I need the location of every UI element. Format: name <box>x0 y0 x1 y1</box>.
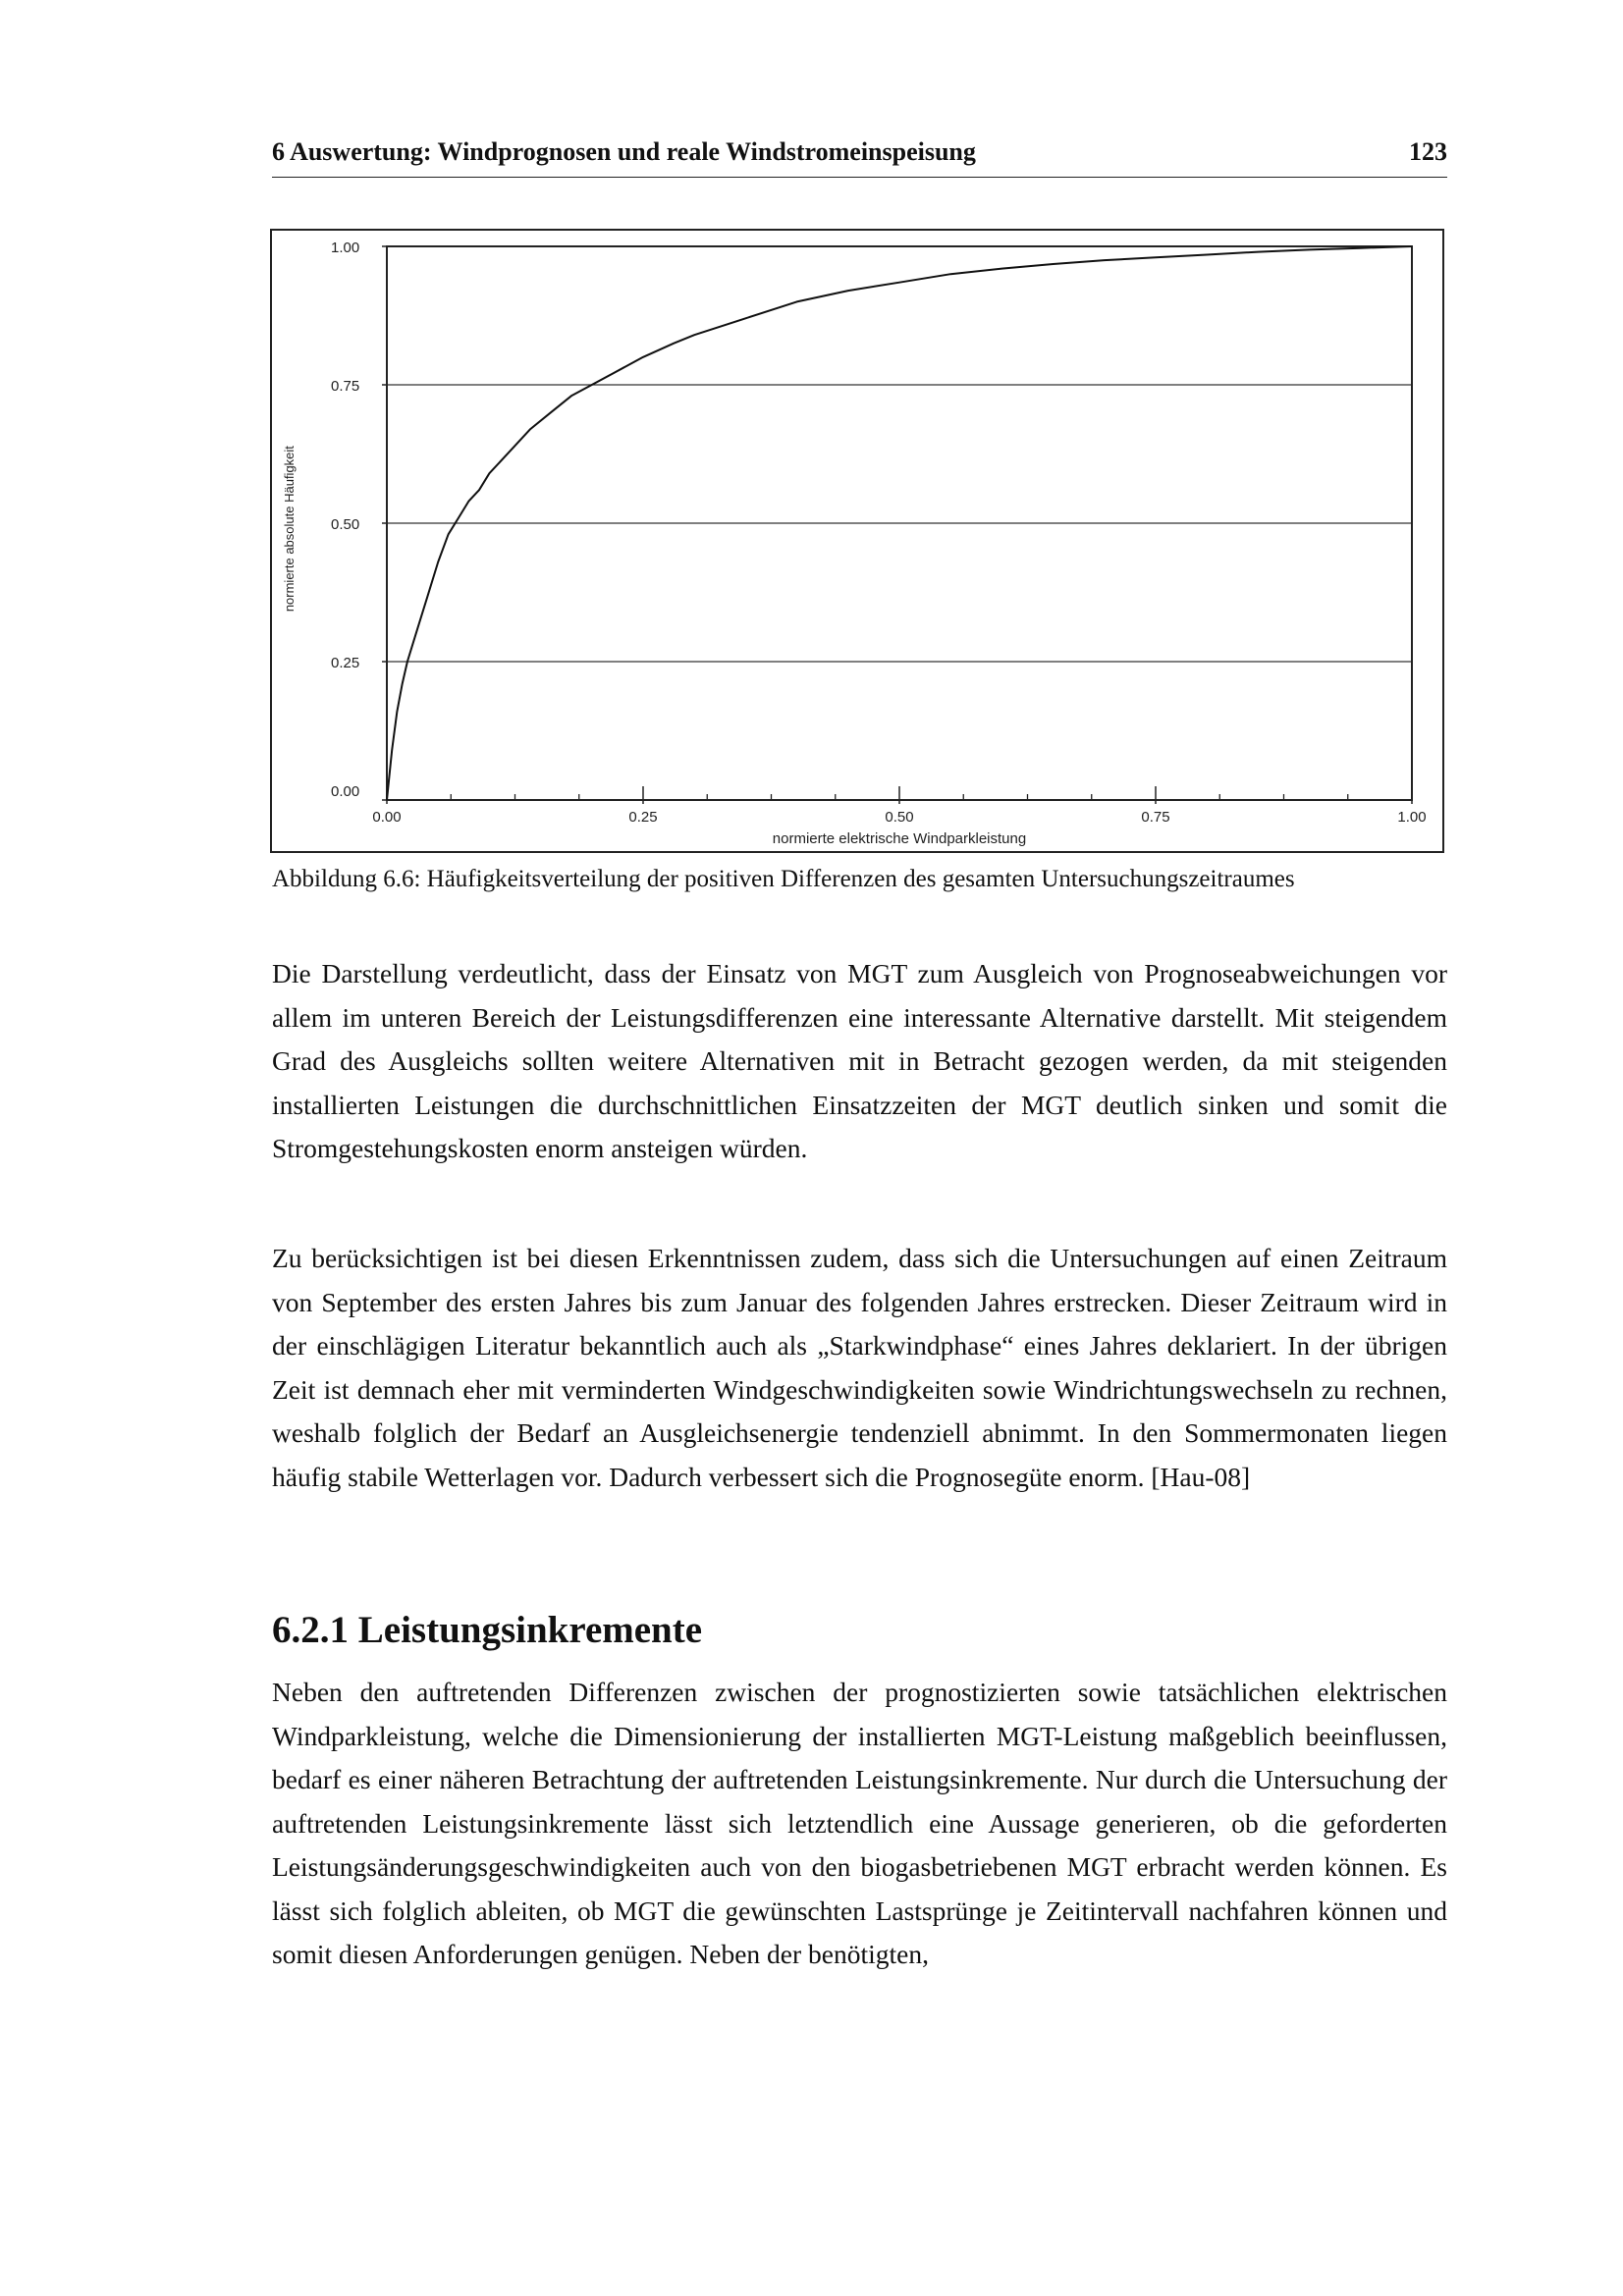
y-tick-label-2: 0.50 <box>331 516 360 533</box>
y-tick-label-3: 0.75 <box>331 378 360 395</box>
running-header <box>272 137 1447 178</box>
figure-caption: Abbildung 6.6: Häufigkeitsverteilung der positiven Differenzen des gesamten Untersuchungszeitraumes <box>272 866 1295 892</box>
section-paragraph: Neben den auftretenden Differenzen zwischen der prognostizierten sowie tatsächlichen elektrischen Windparkleistung, welche die Dimensionierung der installierten MGT-Leistung maßgeblich beeinflussen, bedarf es einer näheren Betrachtung der auftretenden Leistungsinkremente. Nur durch die Untersuchung der auftretenden Leistungsinkremente lässt sich letztendlich eine Aussage generieren, ob die geforderten Leistungsänderungsgeschwindigkeiten auch von den biogasbetriebenen MGT erbracht werden können. Es lässt sich folglich ableiten, ob MGT die gewünschten Lastsprünge je Zeitintervall nachfahren können und somit diesen Anforderungen genügen. Neben der benötigten, <box>272 1677 1447 1969</box>
x-tick-label-1: 0.25 <box>628 809 658 826</box>
x-tick-label-2: 0.50 <box>885 809 914 826</box>
body-paragraph-1: Die Darstellung verdeutlicht, dass der Einsatz von MGT zum Ausgleich von Prognoseabweichungen vor allem im unteren Bereich der Leistungsdifferenzen eine interessante Alternative darstellt. Mit steigendem Grad des Ausgleichs sollten weitere Alternativen mit in Betracht gezogen werden, da mit steigenden installierten Leistungen die durchschnittlichen Einsatzzeiten der MGT deutlich sinken und somit die Stromgestehungskosten enorm ansteigen würden. <box>272 958 1447 1163</box>
page-number: 123 <box>1409 137 1447 166</box>
y-axis-label: normierte absolute Häufigkeit <box>282 446 297 613</box>
y-tick-label-4: 1.00 <box>331 240 360 256</box>
x-axis-label: normierte elektrische Windparkleistung <box>772 830 1027 847</box>
section-heading: 6.2.1 Leistungsinkremente <box>272 1609 703 1651</box>
frequency-distribution-chart <box>272 231 1442 851</box>
running-header-title: 6 Auswertung: Windprognosen und reale Windstromeinspeisung <box>272 137 976 166</box>
y-tick-label-1: 0.25 <box>331 655 360 671</box>
x-tick-label-3: 0.75 <box>1141 809 1170 826</box>
x-tick-label-4: 1.00 <box>1397 809 1427 826</box>
x-tick-label-0: 0.00 <box>372 809 402 826</box>
y-tick-label-0: 0.00 <box>331 783 360 800</box>
body-paragraph-2: Zu berücksichtigen ist bei diesen Erkenntnissen zudem, dass sich die Untersuchungen auf einen Zeitraum von September des ersten Jahres bis zum Januar des folgenden Jahres erstrecken. Dieser Zeitraum wird in der einschlägigen Literatur bekanntlich auch als „Starkwindphase“ eines Jahres deklariert. In der übrigen Zeit ist demnach eher mit verminderten Windgeschwindigkeiten sowie Windrichtungswechseln zu rechnen, weshalb folglich der Bedarf an Ausgleichsenergie tendenziell abnimmt. In den Sommermonaten liegen häufig stabile Wetterlagen vor. Dadurch verbessert sich die Prognosegüte enorm. [Hau-08] <box>272 1243 1447 1492</box>
figure-chart <box>270 229 1444 853</box>
